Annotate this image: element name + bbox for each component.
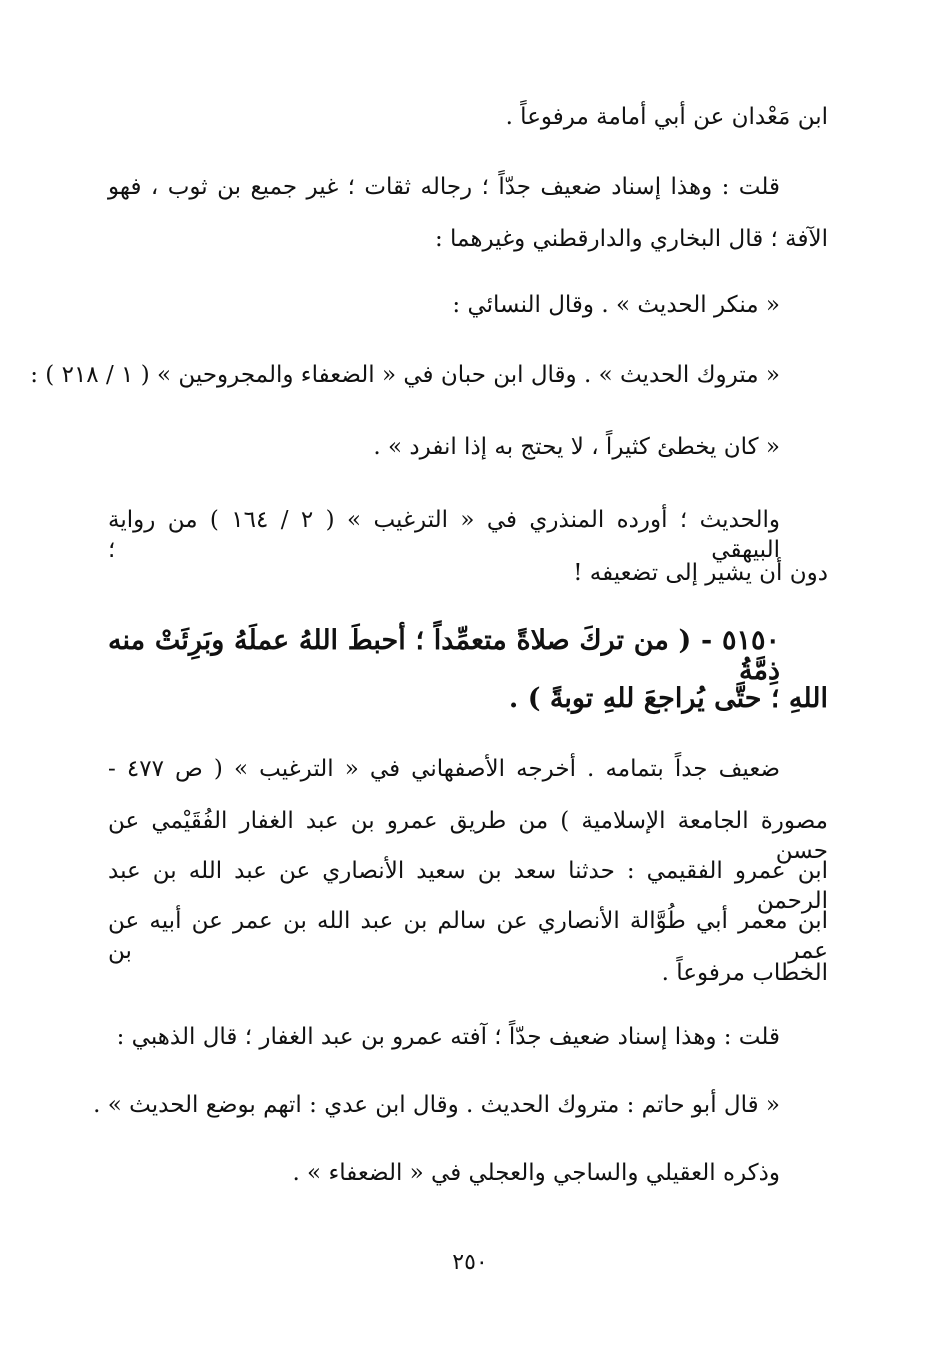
text-line: ضعيف جداً بتمامه . أخرجه الأصفهاني في « الترغيب » ( ص ٤٧٧ -	[108, 756, 780, 782]
page-number: ٢٥٠	[452, 1250, 488, 1275]
text-line: الآفة ؛ قال البخاري والدارقطني وغيرهما :	[434, 226, 828, 252]
hadith-heading: ٥١٥٠ - ( من تركَ صلاةً متعمِّداً ؛ أحبطَ اللهُ عملَهُ وبَرِئَتْ منه ذِمَّةُ	[108, 625, 780, 686]
text-line: مصورة الجامعة الإسلامية ) من طريق عمرو بن عبد الغفار الفُقَيْمي عن حسن	[108, 808, 828, 864]
quote-line: « كان يخطئ كثيراً ، لا يحتج به إذا انفرد » .	[373, 434, 780, 460]
text-line: دون أن يشير إلى تضعيفه !	[573, 560, 828, 586]
text-line: ابن عمرو الفقيمي : حدثنا سعد بن سعيد الأنصاري عن عبد الله بن عبد الرحمن	[108, 858, 828, 914]
text-line: وذكره العقيلي والساجي والعجلي في « الضعفاء » .	[292, 1160, 780, 1186]
quote-line: « منكر الحديث » . وقال النسائي :	[452, 292, 780, 318]
text-line: قلت : وهذا إسناد ضعيف جدّاً ؛ رجاله ثقات ؛ غير جميع بن ثوب ، فهو	[108, 174, 780, 200]
text-line: قلت : وهذا إسناد ضعيف جدّاً ؛ آفته عمرو بن عبد الغفار ؛ قال الذهبي :	[116, 1024, 780, 1050]
text-line: والحديث ؛ أورده المنذري في « الترغيب » ( ٢ / ١٦٤ ) من رواية البيهقي ؛	[108, 507, 781, 563]
quote-line: « متروك الحديث » . وقال ابن حبان في « الضعفاء والمجروحين » ( ١ / ٢١٨ ) :	[30, 362, 780, 388]
quote-line: « قال أبو حاتم : متروك الحديث . وقال ابن عدي : اتهم بوضع الحديث » .	[93, 1092, 780, 1118]
text-line: ابن مَعْدان عن أبي أمامة مرفوعاً .	[505, 104, 828, 130]
text-line: الخطاب مرفوعاً .	[661, 960, 828, 986]
text-line: ابن معمر أبي طُوَّالة الأنصاري عن سالم بن عبد الله بن عمر عن أبيه عن عمر بن	[108, 908, 828, 964]
hadith-heading: اللهِ ؛ حتَّى يُراجعَ للهِ توبةً ) .	[508, 683, 828, 714]
